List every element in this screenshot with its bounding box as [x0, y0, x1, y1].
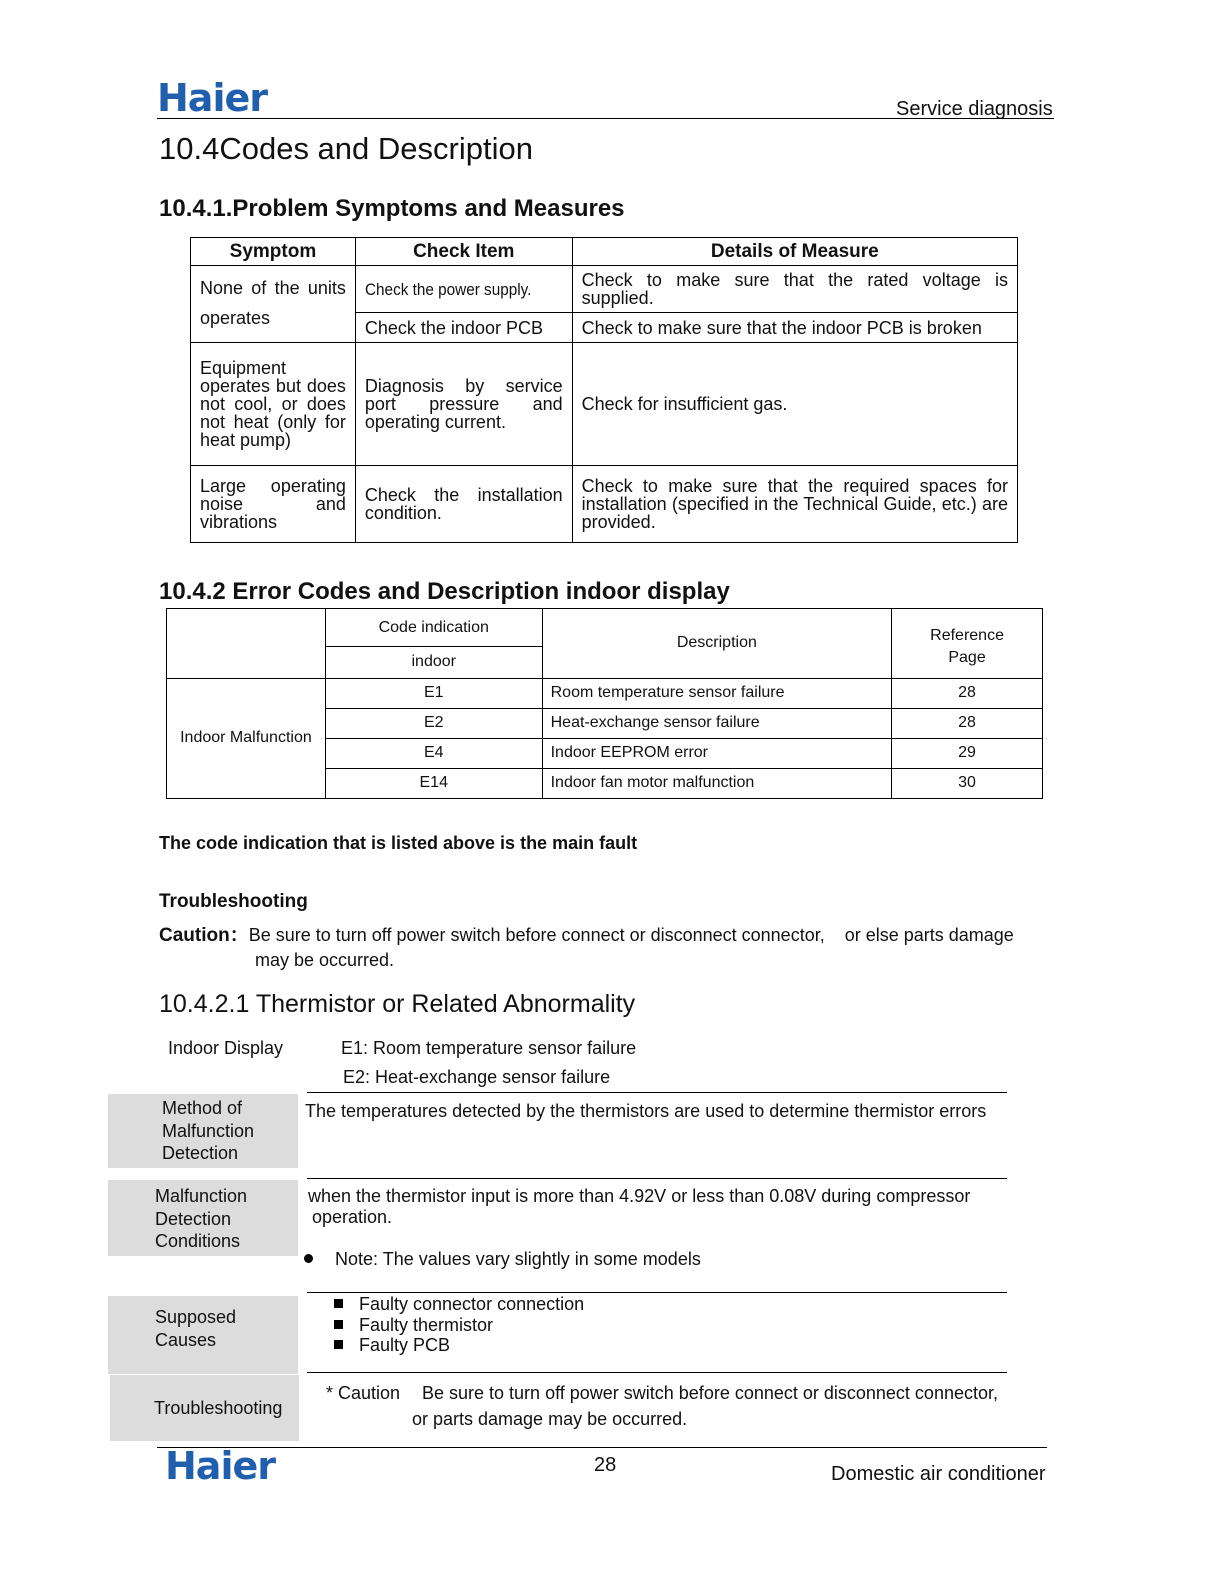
- symptom-cell: None of the units operates: [191, 266, 356, 343]
- conditions-note-text: Note: The values vary slightly in some models: [335, 1249, 701, 1269]
- bullet-dot-icon: [304, 1254, 313, 1263]
- conditions-note: [304, 1249, 701, 1270]
- caution-label: Caution：: [159, 925, 249, 946]
- code-cell: E2: [325, 708, 542, 738]
- group-label-cell: Indoor Malfunction: [167, 678, 326, 798]
- check-item-cell: Check the power supply.: [355, 266, 572, 313]
- indoor-display-label: Indoor Display: [168, 1038, 284, 1058]
- error-codes-table: [166, 608, 1043, 799]
- conditions-label-line: Conditions: [155, 1231, 241, 1251]
- measure-cell: Check to make sure that the rated voltage is supplied.: [572, 266, 1017, 313]
- blank-header-cell: [167, 609, 326, 679]
- haier-logo: Haier: [157, 76, 267, 120]
- conditions-label-box: [108, 1180, 298, 1256]
- conditions-line2: operation.: [312, 1207, 393, 1227]
- troubleshooting-heading: Troubleshooting: [159, 891, 308, 912]
- method-text: The temperatures detected by the thermistors are used to determine thermistor errors: [305, 1101, 987, 1121]
- caution-line2: may be occurred.: [255, 950, 395, 970]
- rule: [307, 1092, 1007, 1093]
- col-check-item: Check Item: [355, 238, 572, 266]
- thermistor-heading: 10.4.2.1 Thermistor or Related Abnormality: [159, 990, 636, 1018]
- page-cell: 28: [892, 678, 1043, 708]
- symptom-cell: Equipment operates but does not cool, or does not heat (only for heat pump): [191, 343, 356, 466]
- list-item: [334, 1335, 584, 1356]
- trouble-caution-line2: or parts damage may be occurred.: [412, 1409, 688, 1429]
- rule: [307, 1178, 1007, 1179]
- trouble-caution-label: * Caution: [326, 1383, 401, 1403]
- col-code-indoor: indoor: [325, 647, 542, 679]
- code-cell: E1: [325, 678, 542, 708]
- measure-cell: Check to make sure that the required spaces for installation (specified in the Technical Guide, etc.) are provided.: [572, 466, 1017, 543]
- square-bullet-icon: [334, 1320, 343, 1329]
- troubleshooting-label-box: [110, 1375, 299, 1441]
- error-header-row: [167, 609, 1043, 647]
- causes-list: [334, 1294, 584, 1356]
- table-row: [191, 266, 1018, 313]
- trouble-caution-line1: Be sure to turn off power switch before connect or disconnect connector,: [422, 1383, 998, 1403]
- troubleshooting-label: Troubleshooting: [154, 1398, 283, 1418]
- method-label-line: Method of: [162, 1098, 243, 1118]
- description-cell: Heat-exchange sensor failure: [542, 708, 892, 738]
- method-label-line: Malfunction: [162, 1120, 255, 1141]
- description-cell: Indoor fan motor malfunction: [542, 768, 892, 798]
- table-row: [191, 466, 1018, 543]
- page-number: 28: [594, 1454, 617, 1476]
- description-cell: Indoor EEPROM error: [542, 738, 892, 768]
- page-cell: 28: [892, 708, 1043, 738]
- measure-cell: Check to make sure that the indoor PCB is broken: [572, 313, 1017, 343]
- col-details: Details of Measure: [572, 238, 1017, 266]
- list-item: [334, 1315, 584, 1336]
- header-rule: [157, 118, 1054, 119]
- conditions-line1: when the thermistor input is more than 4.92V or less than 0.08V during compressor: [308, 1186, 971, 1206]
- code-cell: E14: [325, 768, 542, 798]
- code-cell: E4: [325, 738, 542, 768]
- page-cell: 30: [892, 768, 1043, 798]
- col-description: Description: [542, 609, 892, 679]
- symptoms-header-row: [191, 238, 1018, 266]
- square-bullet-icon: [334, 1340, 343, 1349]
- cause-text: Faulty connector connection: [359, 1294, 585, 1314]
- rule: [307, 1292, 1007, 1293]
- rule: [307, 1372, 1007, 1373]
- conditions-label-line: Detection: [155, 1208, 232, 1229]
- symptom-cell: Large operating noise and vibrations: [191, 466, 356, 543]
- error-codes-heading: 10.4.2 Error Codes and Description indoor display: [159, 578, 730, 605]
- table-row: [191, 343, 1018, 466]
- cause-text: Faulty PCB: [359, 1335, 451, 1355]
- col-page: Page: [892, 647, 1043, 679]
- square-bullet-icon: [334, 1299, 343, 1308]
- table-row: [167, 678, 1043, 708]
- footer-product-label: Domestic air conditioner: [831, 1463, 1046, 1485]
- col-reference: Reference: [892, 609, 1043, 647]
- caution-line1: Be sure to turn off power switch before connect or disconnect connector, or else parts damage: [248, 925, 1014, 945]
- method-label-box: [108, 1094, 298, 1168]
- symptoms-table: [190, 237, 1018, 543]
- col-code-indication: Code indication: [325, 609, 542, 647]
- footer-haier-logo: Haier: [165, 1444, 275, 1488]
- col-symptom: Symptom: [191, 238, 356, 266]
- main-fault-note: The code indication that is listed above is the main fault: [159, 833, 638, 853]
- measure-cell: Check for insufficient gas.: [572, 343, 1017, 466]
- causes-label-box: [108, 1296, 298, 1374]
- display-code-e2: E2: Heat-exchange sensor failure: [343, 1067, 611, 1087]
- page-cell: 29: [892, 738, 1043, 768]
- causes-label-line: Supposed: [155, 1307, 237, 1327]
- check-item-cell: Check the installation condition.: [355, 466, 572, 543]
- caution-text: [159, 920, 1014, 947]
- check-item-cell: Diagnosis by service port pressure and operating current.: [355, 343, 572, 466]
- check-item-cell: Check the indoor PCB: [355, 313, 572, 343]
- header-section-label: Service diagnosis: [896, 98, 1053, 120]
- display-code-e1: E1: Room temperature sensor failure: [341, 1038, 637, 1058]
- page-title: 10.4Codes and Description: [159, 131, 533, 166]
- symptoms-heading: 10.4.1.Problem Symptoms and Measures: [159, 195, 625, 222]
- causes-label-line: Causes: [155, 1329, 217, 1350]
- method-label-line: Detection: [162, 1143, 239, 1163]
- conditions-label-line: Malfunction: [155, 1186, 248, 1206]
- footer-rule: [157, 1447, 1047, 1448]
- description-cell: Room temperature sensor failure: [542, 678, 892, 708]
- cause-text: Faulty thermistor: [359, 1314, 494, 1335]
- list-item: [334, 1294, 584, 1315]
